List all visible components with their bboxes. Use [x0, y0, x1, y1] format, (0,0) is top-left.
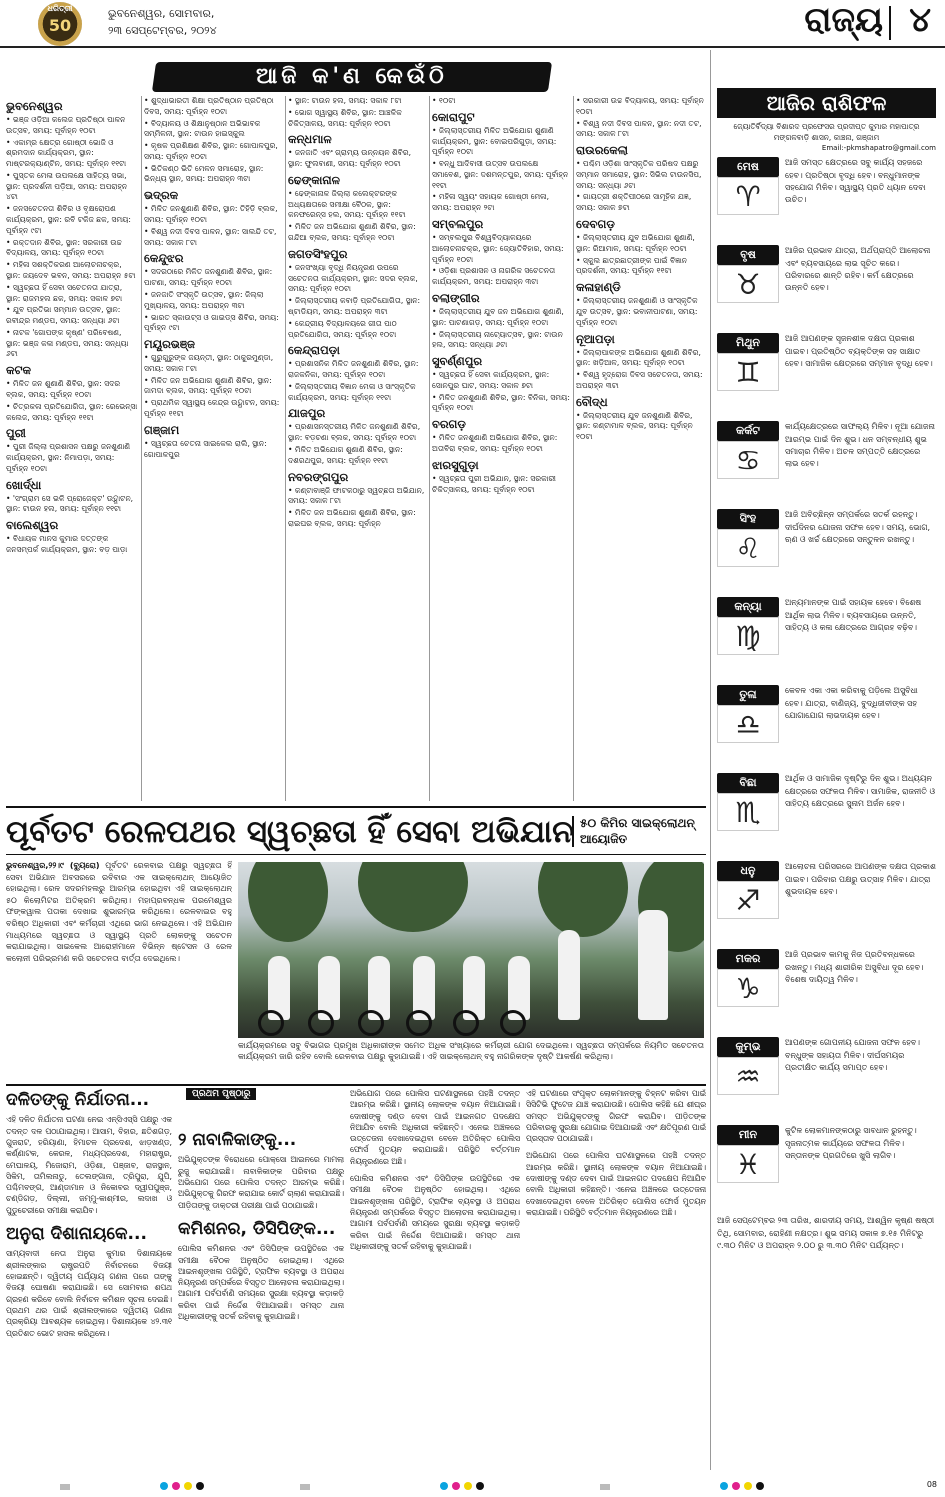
district-heading: ଯାଜପୁର	[288, 406, 326, 421]
story-headline: ୨ ନାବାଳିକାଙ୍କୁ...	[178, 1130, 297, 1150]
horoscope-signs	[717, 157, 936, 1209]
sign-name: କୁମ୍ଭ	[717, 1037, 779, 1057]
sign-name: ବିଛା	[717, 773, 779, 793]
sign-prediction: କୁଟିଳ ଲୋକମାନଙ୍କଠାରୁ ସାବଧାନ ରୁହନ୍ତୁ। ସୃଜନାତ୍ମକ କାର୍ଯ୍ୟରେ ସଫଳତା ମିଳିବ। ସନ୍ତାନଙ୍କ ପ୍ରଗତିରେ ଖୁସି ଲାଗିବ।	[785, 1126, 917, 1160]
sign-name: ତୁଳା	[717, 685, 779, 705]
sign-name: ମକର	[717, 949, 779, 969]
rail-story-body	[6, 860, 232, 1060]
event-item: • ସଦରଠାରେ ମିଳିତ ଜନଶୁଣାଣି ଶିବିର, ସ୍ଥାନ: ପାଟଣା, ସମୟ: ପୂର୍ବାହ୍ନ ୧୦ଟା	[144, 267, 282, 289]
news-column-1	[6, 1088, 172, 1466]
sign-badge	[717, 685, 779, 743]
sign-name: ମେଷ	[717, 157, 779, 177]
masthead-logo	[28, 2, 100, 46]
event-item: • କଣ୍ଟାବାଞ୍ଜି ଫାଟକଠାରୁ ସ୍ୱଚ୍ଛତା ଅଭିଯାନ, ସମୟ: ସକାଳ ୮ଟା	[288, 486, 426, 508]
story-body: ସାମ୍ୟବାଦୀ ନେତା ଅନୁରା କୁମାର ଦିଶାନାୟକେ ଶ୍ରୀଲଙ୍କାର ରାଷ୍ଟ୍ରପତି ନିର୍ବାଚନରେ ବିଜୟୀ ହୋଇଛନ୍ତି। ଦ୍ୱିତୀୟ ପର୍ଯ୍ୟାୟ ଗଣନା ପରେ ତାଙ୍କୁ ବିଜୟୀ ଘୋଷଣା କରାଯାଇଛି। ସେ ସୋମବାର ଶପଥ ଗ୍ରହଣ କରିବେ ବୋଲି ନିର୍ବାଚନ କମିଶନ ସୂଚନା ଦେଇଛି। ପ୍ରଥମ ଥର ପାଇଁ ଶ୍ରୀଲଙ୍କାରେ ଦ୍ୱିତୀୟ ଗଣନା ପ୍ରକ୍ରିୟା ଆବଶ୍ୟକ ହୋଇଥିଲା। ଦିଶାନାୟକେ ୪୨.୩୧ ପ୍ରତିଶତ ଭୋଟ ହାସଲ କରିଥିଲେ।	[6, 1249, 172, 1338]
zodiac-icon: ♋	[717, 441, 779, 479]
events-column-3	[288, 96, 426, 806]
column-rule	[573, 96, 574, 801]
lower-news	[6, 1088, 706, 1466]
sign-prediction: ଅନ୍ୟମାନଙ୍କ ପାଇଁ ସହାୟକ ହେବେ। ବିଶେଷ ଆର୍ଥିକ ଲାଭ ମିଳିବ। ବ୍ୟବସାୟରେ ଉନ୍ନତି, ସାହିତ୍ୟ ଓ କଳା କ୍ଷେତ୍ରରେ ଆଗ୍ରହ ବଢ଼ିବ।	[785, 598, 922, 632]
event-item: • ପ୍ରାଥମିକ ସ୍ୱାସ୍ଥ୍ୟ କେନ୍ଦ୍ର ଉଦ୍ଘାଟନ, ସମୟ: ପୂର୍ବାହ୍ନ ୧୧ଟା	[144, 398, 282, 420]
horoscope-title: ଆଜିର ରାଶିଫଳ	[717, 88, 936, 118]
event-item: • ଗାୟତ୍ରୀ ଶକ୍ତିପୀଠରେ ସାମୂହିକ ଯଜ୍ଞ, ସମୟ: ସକାଳ ୭ଟା	[576, 192, 706, 214]
story-body: ପୋଲିସ କମିଶନର ଏବଂ ଡିସିପିଙ୍କ ଉପସ୍ଥିତିରେ ଏକ ସମୀକ୍ଷା ବୈଠକ ଅନୁଷ୍ଠିତ ହୋଇଥିଲା। ଏଥିରେ ଆଇନଶୃଙ୍ଖଳା ପରିସ୍ଥିତି, ଟ୍ରାଫିକ ବ୍ୟବସ୍ଥା ଓ ଅପରାଧ ନିୟନ୍ତ୍ରଣ ସମ୍ପର୍କରେ ବିସ୍ତୃତ ଆଲୋଚନା କରାଯାଇଥିଲା। ଆଗାମୀ ପର୍ବପର୍ବାଣି ସମୟରେ ସୁରକ୍ଷା ବ୍ୟବସ୍ଥା କଡ଼ାକଡ଼ି କରିବା ପାଇଁ ନିର୍ଦ୍ଦେଶ ଦିଆଯାଇଛି। ସମସ୍ତ ଥାନା ଅଧିକାରୀଙ୍କୁ ସତର୍କ ରହିବାକୁ କୁହାଯାଇଛି।	[350, 1174, 520, 1251]
news-column-3	[350, 1088, 520, 1466]
horoscope-footer: ଆଜି ସେପ୍ଟେମ୍ବର ୨୩ ତାରିଖ, ଶାରଦୀୟ ସମୟ, ଆଶ୍ୱିନ କୃଷ୍ଣ ଷଷ୍ଠୀ ତିଥି, ସୋମବାର, ରୋହିଣୀ ନକ୍ଷତ୍ର। ଶୁଭ ସମୟ ସକାଳ ୭.୧୫ ମିନିଟରୁ ୯.୩୦ ମିନିଟ ଓ ଅପରାହ୍ନ ୨.୦୦ ରୁ ୩.୩୦ ମିନିଟ ପର୍ଯ୍ୟନ୍ତ।	[717, 1216, 935, 1250]
rail-story-continuation: କାର୍ଯ୍ୟକ୍ରମରେ ସବୁ ବିଭାଗର ପ୍ରମୁଖ ଅଧିକାରୀଙ୍କ ସମେତ ଅଧିକ ସଂଖ୍ୟାରେ କର୍ମଚାରୀ ଯୋଗ ଦେଇଥିଲେ। ସ୍ୱଚ୍ଛତା ସମ୍ପର୍କରେ ନିୟମିତ ସଚେତନତା କାର୍ଯ୍ୟକ୍ରମ ଜାରି ରହିବ ବୋଲି ରେଳବାଇ ପକ୍ଷରୁ କୁହାଯାଇଛି। ଏହି ସାଇକ୍ଲୋଥନ୍‌ ବହୁ ନାଗରିକଙ୍କ ଦୃଷ୍ଟି ଆକର୍ଷଣ କରିଥିଲା।	[238, 1041, 704, 1062]
district-heading: କଟକ	[6, 363, 31, 378]
event-item: • ଜିଲ୍ଲାସ୍ତରୀୟ ଯୁବ ଜନଶୁଣାଣି ଶିବିର, ସ୍ଥାନ: କଣ୍ଟାମାଳ ବ୍ଲକ, ସମୟ: ପୂର୍ବାହ୍ନ ୧୦ଟା	[576, 411, 706, 443]
event-item: • ସ୍ୱଚ୍ଛତା ହିଁ ସେବା କାର୍ଯ୍ୟକ୍ରମ, ସ୍ଥାନ: ସୋନପୁର ଘାଟ, ସମୟ: ସକାଳ ୭ଟା	[432, 370, 570, 392]
events-column-2	[144, 96, 282, 806]
district-heading: ଦେବଗଡ଼	[576, 217, 615, 232]
photo-tree	[358, 862, 468, 932]
zodiac-icon: ♎	[717, 705, 779, 743]
sign-prediction: କାର୍ଯ୍ୟକ୍ଷେତ୍ରରେ ସାଫଲ୍ୟ ମିଳିବ। ନୂଆ ଯୋଜନା ଆରମ୍ଭ ପାଇଁ ଦିନ ଶୁଭ। ଧନ ସମ୍ବନ୍ଧୀୟ ଶୁଭ ସମାଚାର ମିଳିବ। ଅଚଳ ସମ୍ପତ୍ତି କ୍ଷେତ୍ରରେ ଲାଭ ହେବ।	[785, 422, 935, 469]
district-heading: ନବରଙ୍ଗପୁର	[288, 469, 349, 484]
sign-prediction: କେବଳ ଏକା ଏକା କରିବାକୁ ପଡ଼ିଲେ ଅସୁବିଧା ହେବ। ଯାତ୍ରା, ବାଣିଜ୍ୟ, ବୁଦ୍ଧିଜୀବୀଙ୍କ ସହ ଯୋଗାଯୋଗ ଲାଭଦାୟକ ହେବ।	[785, 686, 918, 720]
district-heading: ଜଗତସିଂହପୁର	[288, 246, 348, 261]
district-heading: ମୟୂରଭଞ୍ଜ	[144, 337, 195, 352]
section-rule	[6, 1084, 706, 1086]
event-item: • ଗୁରୁଗୁରୁଙ୍କ ଜୟନ୍ତୀ, ସ୍ଥାନ: ଠାକୁରମୁଣ୍ଡା, ସମୟ: ସକାଳ ୮ଟା	[144, 353, 282, 375]
district-heading: ଢେଙ୍କାନାଳ	[288, 172, 340, 187]
sign-badge	[717, 421, 779, 479]
horoscope-sign	[717, 421, 936, 505]
event-item: • ପୁରୀ ଜିଲ୍ଲା ପ୍ରଶାସନ ପକ୍ଷରୁ ଜନଶୁଣାଣି କାର୍ଯ୍ୟକ୍ରମ, ସ୍ଥାନ: ନିମାପଡ଼ା, ସମୟ: ପୂର୍ବାହ୍ନ ୧୦ଟା	[6, 442, 138, 474]
district-heading: କେନ୍ଦୁଝର	[144, 251, 184, 266]
column-rule	[141, 96, 142, 801]
district-heading: ବଲାଙ୍ଗୀର	[432, 290, 480, 305]
sign-badge	[717, 1125, 779, 1183]
sign-name: କନ୍ୟା	[717, 597, 779, 617]
event-item: • ରକ୍ତଦାନ ଶିବିର, ସ୍ଥାନ: ସରକାରୀ ଉଚ୍ଚ ବିଦ୍ୟାଳୟ, ସମୟ: ପୂର୍ବାହ୍ନ ୧୦ଟା	[6, 238, 138, 260]
dateline-place: ଭୁବନେଶ୍ୱର, ସୋମବାର,	[108, 7, 215, 20]
horoscope-sign	[717, 1037, 936, 1121]
event-item: • ଜିଲ୍ଲାପାଳଙ୍କ ଅଭିଯୋଗ ଶୁଣାଣି ଶିବିର, ସ୍ଥାନ: ଖଡ଼ିଆଳ, ସମୟ: ପୂର୍ବାହ୍ନ ୧୦ଟା	[576, 348, 706, 370]
news-column-2	[178, 1088, 344, 1466]
event-item: • ଭିତିକଣ୍ଠ ଭିତି ମେଳନ ସମାରୋହ, ସ୍ଥାନ: ଭିନ୍ଧ୍ୟ ସ୍ଥାନ, ସମୟ: ଅପରାହ୍ନ ୩ଟା	[144, 164, 282, 186]
horoscope-email: Email:-pkmshapatro@gmail.com	[821, 143, 936, 152]
color-bar	[600, 1484, 610, 1490]
photo-wheel	[500, 1010, 526, 1036]
page-number: ୪	[909, 0, 931, 40]
district-heading: ନୂଆପଡ଼ା	[576, 331, 615, 346]
sign-prediction: ଆଜିର ପ୍ରଭାବ ଯାତ୍ରା, ଅର୍ଥପ୍ରାପ୍ତି ଆଲୋଚନା ଏବଂ ବ୍ୟବସାୟରେ ଲାଭ ସୂଚିତ କରେ। ପରିବାରରେ ଶାନ୍ତି ରହିବ। କର୍ମ କ୍ଷେତ୍ରରେ ଉନ୍ନତି ହେବ।	[785, 246, 931, 293]
story-body: ଅଭିଯୋଗ ପରେ ପୋଲିସ ଘଟଣାସ୍ଥଳରେ ପହଞ୍ଚି ତଦନ୍ତ ଆରମ୍ଭ କରିଛି। ସ୍ଥାନୀୟ ଲୋକଙ୍କ ବୟାନ ନିଆଯାଇଛି। ଦୋଷୀଙ୍କୁ ଦଣ୍ଡ ଦେବା ପାଇଁ ଆଇନଗତ ପଦକ୍ଷେପ ନିଆଯିବ ବୋଲି ଅଧିକାରୀ କହିଛନ୍ତି। ଏନେଇ ଅଞ୍ଚଳରେ ଉତ୍ତେଜନା ଦେଖାଦେଇଥିବା ବେଳେ ଅତିରିକ୍ତ ପୋଲିସ ଫୋର୍ସ ମୁତୟନ କରାଯାଇଛି। ପରିସ୍ଥିତି ବର୍ତ୍ତମାନ ନିୟନ୍ତ୍ରଣରେ ଅଛି।	[350, 1089, 520, 1166]
event-item: • କେନ୍ଦ୍ରୀୟ ବିଦ୍ୟାଳୟରେ ଗୀତା ପାଠ ପ୍ରତିଯୋଗିତା, ସମୟ: ପୂର୍ବାହ୍ନ ୧୦ଟା	[288, 319, 426, 341]
page-code: 08	[926, 1480, 937, 1489]
event-item: • ଜିଲ୍ଲାସ୍ତରୀୟ ମିଳିତ ଅଭିଯୋଗ ଶୁଣାଣି କାର୍ଯ୍ୟକ୍ରମ, ସ୍ଥାନ: ବୋଇପରିଗୁଡ଼ା, ସମୟ: ପୂର୍ବାହ୍ନ ୧୦ଟା	[432, 126, 570, 158]
event-item: • ଏକାମ୍ର କ୍ଷେତ୍ର ଗୋଷ୍ଠୀ ଭୋଜି ଓ ଶ୍ରମଦାନ କାର୍ଯ୍ୟକ୍ରମ, ସ୍ଥାନ: ମାଷ୍ଟରକ୍ୟାଣ୍ଟିନ, ସମୟ: ପୂର୍ବାହ୍ନ ୧୧ଟା	[6, 138, 138, 170]
horoscope-sign	[717, 861, 936, 945]
sign-name: ସିଂହ	[717, 509, 779, 529]
events-banner	[152, 62, 552, 92]
rail-dateline: ଭୁବନେଶ୍ୱର,୨୨।୯ (ବ୍ୟୁରୋ)	[6, 861, 100, 870]
horoscope-sign	[717, 157, 936, 241]
color-bar	[300, 1484, 310, 1490]
sign-badge	[717, 157, 779, 215]
photo-official	[558, 930, 580, 1020]
horoscope-sign	[717, 597, 936, 681]
dateline-date: ୨୩ ସେପ୍ଟେମ୍ବର, ୨୦୨୪	[108, 23, 217, 37]
event-item: • ମିଳିତ ଜନ ଅଭିଯୋଗ ଶୁଣାଣି ଶିବିର, ସ୍ଥାନ: ରାଇଘର ବ୍ଲକ, ସମୟ: ପୂର୍ବାହ୍ନ	[288, 508, 426, 530]
event-item: • ସ୍ଥାନ: ଟାଉନ ହଲ, ସମୟ: ସକାଳ ୮ଟା	[288, 96, 426, 107]
news-column-4	[526, 1088, 706, 1466]
photo-wheel	[406, 1010, 432, 1036]
color-bar	[60, 1484, 70, 1490]
story-body: ପୋଲିସ କମିଶନର ଏବଂ ଡିସିପିଙ୍କ ଉପସ୍ଥିତିରେ ଏକ ସମୀକ୍ଷା ବୈଠକ ଅନୁଷ୍ଠିତ ହୋଇଥିଲା। ଏଥିରେ ଆଇନଶୃଙ୍ଖଳା ପରିସ୍ଥିତି, ଟ୍ରାଫିକ ବ୍ୟବସ୍ଥା ଓ ଅପରାଧ ନିୟନ୍ତ୍ରଣ ସମ୍ପର୍କରେ ବିସ୍ତୃତ ଆଲୋଚନା କରାଯାଇଥିଲା। ଆଗାମୀ ପର୍ବପର୍ବାଣି ସମୟରେ ସୁରକ୍ଷା ବ୍ୟବସ୍ଥା କଡ଼ାକଡ଼ି କରିବା ପାଇଁ ନିର୍ଦ୍ଦେଶ ଦିଆଯାଇଛି। ସମସ୍ତ ଥାନା ଅଧିକାରୀଙ୍କୁ ସତର୍କ ରହିବାକୁ କୁହାଯାଇଛି।	[178, 1244, 344, 1322]
sign-prediction: ଆଜି ଅବିଚ୍ଛିନ୍ନ ସମ୍ପର୍କରେ ସତର୍କ ରହନ୍ତୁ। ଦୀର୍ଘଦିନର ଯୋଜନା ସଫଳ ହେବ। ସମୟ, ଭୋଗ, ଋଣ ଓ ଖର୍ଚ୍ଚ କ୍ଷେତ୍ରରେ ସନ୍ତୁଳନ ରଖନ୍ତୁ।	[785, 510, 931, 544]
page-header	[0, 0, 945, 48]
sign-badge	[717, 949, 779, 1007]
event-item: • ମହିଳା ସ୍ୱୟଂ ସହାୟକ ଗୋଷ୍ଠୀ ମେଳା, ସମୟ: ଅପରାହ୍ନ ୨ଟା	[432, 192, 570, 214]
district-heading: ଝାରସୁଗୁଡ଼ା	[432, 457, 479, 472]
event-item: • ମିଳିତ ଜନଶୁଣାଣି ଶିବିର, ସ୍ଥାନ: ତିହିଡ଼ି ବ୍ଲକ, ସମୟ: ପୂର୍ବାହ୍ନ ୧୦ଟା	[144, 204, 282, 226]
event-item: • ସମ୍ବଲପୁର ବିଶ୍ୱବିଦ୍ୟାଳୟରେ ଆଲୋଚନାଚକ୍ର, ସ୍ଥାନ: ଜ୍ୟୋତିବିହାର, ସମୟ: ପୂର୍ବାହ୍ନ ୧୦ଟା	[432, 233, 570, 265]
events-column-1	[6, 96, 138, 806]
zodiac-icon: ♏	[717, 793, 779, 831]
district-heading: ସୁବର୍ଣ୍ଣପୁର	[432, 354, 483, 369]
event-item: • କୃଷକ ପ୍ରଶିକ୍ଷଣ ଶିବିର, ସ୍ଥାନ: ଗୋପାଳପୁର, ସମୟ: ପୂର୍ବାହ୍ନ ୧୦ଟା	[144, 141, 282, 163]
black-dot	[756, 1482, 764, 1490]
zodiac-icon: ♐	[717, 881, 779, 919]
story-body: ଏହି ଘଟଣାରେ ସଂପୃକ୍ତ ଲୋକମାନଙ୍କୁ ଚିହ୍ନଟ କରିବା ପାଇଁ ସିସିଟିଭି ଫୁଟେଜ ଯାଞ୍ଚ କରାଯାଉଛି। ପୋଲିସ କହିଛି ଯେ ଶୀଘ୍ର ସମସ୍ତ ଅଭିଯୁକ୍ତଙ୍କୁ ଗିରଫ କରାଯିବ। ପୀଡ଼ିତଙ୍କ ପରିବାରକୁ ସୁରକ୍ଷା ଯୋଗାଇ ଦିଆଯାଇଛି ଏବଂ କ୍ଷତିପୂରଣ ପାଇଁ ପ୍ରସ୍ତାବ ପଠାଯାଇଛି।	[526, 1089, 706, 1144]
zodiac-icon: ♓	[717, 1145, 779, 1183]
event-item: • ମିଳିତ ଜନଶୁଣାଣି ଶିବିର, ସ୍ଥାନ: ବିନିକା, ସମୟ: ପୂର୍ବାହ୍ନ ୧୦ଟା	[432, 393, 570, 415]
section-rule	[6, 806, 706, 808]
horoscope-sign	[717, 773, 936, 857]
horoscope-sign	[717, 1125, 936, 1209]
events-banner-text: ଆଜି କ'ଣ କେଉଁଠି	[256, 64, 448, 89]
event-item: • ଚିତ୍ରକଳା ପ୍ରତିଯୋଗିତା, ସ୍ଥାନ: ରେଭେନ୍ସା କଲେଜ, ସମୟ: ପୂର୍ବାହ୍ନ ୧୧ଟା	[6, 402, 138, 424]
photo-wheel	[258, 1010, 284, 1036]
zodiac-icon: ♒	[717, 1057, 779, 1095]
event-item: • ଜନସଚେତନତା ଶିବିର ଓ ବୃକ୍ଷରୋପଣ କାର୍ଯ୍ୟକ୍ରମ, ସ୍ଥାନ: ରବି ଟକିଜ ଛକ, ସମୟ: ପୂର୍ବାହ୍ନ ୯ଟା	[6, 204, 138, 236]
event-item: • ପଶ୍ଚିମ ଓଡ଼ିଶା ସାଂସ୍କୃତିକ ପରିଷଦ ପକ୍ଷରୁ ସମ୍ମାନ ସମାରୋହ, ସ୍ଥାନ: ସିଭିଲ ଟାଉନସିପ, ସମୟ: ସନ୍ଧ୍ୟା ୬ଟା	[576, 159, 706, 191]
photo-official	[638, 910, 668, 1020]
black-dot	[476, 1482, 484, 1490]
anniversary-number: 50	[48, 16, 72, 35]
event-item: • ବିଦ୍ୟାଳୟ ଓ ଶିକ୍ଷାନୁଷ୍ଠାନ ଅଭିଭାବକ ସମ୍ମିଳନୀ, ସ୍ଥାନ: ଟାଉନ ହାଇସ୍କୁଲ	[144, 119, 282, 141]
event-item: • ମିଳିତ ଜନ ଅଭିଯୋଗ ଶୁଣାଣି ଶିବିର, ସ୍ଥାନ: ଜାମଦା ବ୍ଲକ, ସମୟ: ପୂର୍ବାହ୍ନ ୧୦ଟା	[144, 376, 282, 398]
events-column-5	[576, 96, 706, 806]
event-item: • ମିଳିତ ଜନ ଅଭିଯୋଗ ଶୁଣାଣି ଶିବିର, ସ୍ଥାନ: ଗନ୍ଦିଆ ବ୍ଲକ, ସମୟ: ପୂର୍ବାହ୍ନ ୧୦ଟା	[288, 222, 426, 244]
cyan-dot	[720, 1482, 728, 1490]
story-body: ଏହି ଦଳିତ ନିର୍ଯାତନା ଘଟଣା ନେଇ ଏନ୍‌ସିଏସ୍‌ସି ପକ୍ଷରୁ ଏକ ତଦନ୍ତ ଦଳ ପଠାଯାଇଥିଲା। ଆସାମ, ବିହାର, ଛତିଶଗଡ଼, ଗୁଜରାଟ, ହରିୟାଣା, ହିମାଚଳ ପ୍ରଦେଶ, ଝାଡ଼ଖଣ୍ଡ, କର୍ଣ୍ଣାଟକ, କେରଳ, ମଧ୍ୟପ୍ରଦେଶ, ମହାରାଷ୍ଟ୍ର, ମେଘାଳୟ, ମିଜୋରାମ, ଓଡ଼ିଶା, ପଞ୍ଜାବ, ରାଜସ୍ଥାନ, ସିକିମ, ତାମିଲନାଡୁ, ତେଲଙ୍ଗାନା, ତ୍ରିପୁରା, ଯୁପି, ପଶ୍ଚିମବଙ୍ଗ, ଆଣ୍ଡାମାନ ଓ ନିକୋବର ଦ୍ୱୀପପୁଞ୍ଜ, ଚଣ୍ଡିଗଡ଼, ଦିଲ୍ଲୀ, ଜମ୍ମୁ-କାଶ୍ମୀର, ଲଦାଖ ଓ ପୁଡୁଚେରୀରେ ସମୀକ୍ଷା କରାଯିବ।	[6, 1115, 172, 1215]
continued-tag: ପ୍ରଥମ ପୃଷ୍ଠାରୁ	[186, 1088, 256, 1100]
event-item: • ବିଶ୍ୱ ହୃଦ୍‌ରୋଗ ଦିବସ ସଚେତନତା, ସମୟ: ଅପରାହ୍ନ ୩ଟା	[576, 370, 706, 392]
event-item: • ସ୍ୱଚ୍ଛତା ହିଁ ସେବା ସଚେତନତା ଯାତ୍ରା, ସ୍ଥାନ: ରାଜମହଲ ଛକ, ସମୟ: ସକାଳ ୭ଟା	[6, 283, 138, 305]
yellow-dot	[184, 1482, 192, 1490]
zodiac-icon: ♑	[717, 969, 779, 1007]
sign-badge	[717, 509, 779, 567]
sign-name: ମୀନ	[717, 1125, 779, 1145]
horoscope-sign	[717, 245, 936, 329]
magenta-dot	[172, 1482, 180, 1490]
sign-badge	[717, 773, 779, 831]
district-heading: ବୌଦ୍ଧ	[576, 394, 608, 409]
sign-name: ମିଥୁନ	[717, 333, 779, 353]
event-item: • ଶୁଦ୍ଧାଭାରତୀ ଶିକ୍ଷା ପ୍ରତିଷ୍ଠାନ ପ୍ରତିଷ୍ଠା ଦିବସ, ସମୟ: ପୂର୍ବାହ୍ନ ୧୦ଟା	[144, 96, 282, 118]
district-heading: ବାଲେଶ୍ୱର	[6, 518, 59, 533]
photo-wheel	[358, 1010, 384, 1036]
story-headline: ଦଳିତଙ୍କୁ ନିର୍ଯାତନା...	[6, 1090, 150, 1110]
sign-name: ବୃଷ	[717, 245, 779, 265]
zodiac-icon: ♌	[717, 529, 779, 567]
story-headline: ଅନୁରା ଦିଶାନାୟକେ...	[6, 1224, 147, 1245]
column-rule	[429, 96, 430, 801]
events-column-4	[432, 96, 570, 806]
cyan-dot	[160, 1482, 168, 1490]
zodiac-icon: ♊	[717, 353, 779, 391]
sign-prediction: ଆଜି ସମସ୍ତ କ୍ଷେତ୍ରରେ ସବୁ କାର୍ଯ୍ୟ ସହଜରେ ହେବ। ପ୍ରତିଷ୍ଠା ବୃଦ୍ଧି ହେବ। ବନ୍ଧୁମାନଙ୍କ ସହଯୋଗ ମିଳିବ। ସ୍ୱାସ୍ଥ୍ୟ ପ୍ରତି ଧ୍ୟାନ ଦେବା ଉଚିତ।	[785, 158, 926, 205]
sign-badge	[717, 1037, 779, 1095]
horoscope-sign	[717, 509, 936, 593]
zodiac-icon: ♍	[717, 617, 779, 655]
sign-name: ଧନୁ	[717, 861, 779, 881]
horoscope-sign	[717, 333, 936, 417]
print-marks	[0, 1478, 945, 1497]
section-rule	[6, 854, 706, 855]
event-item: • ଭଞ୍ଜ ଓଡ଼ିଆ କଲେଜ ପ୍ରତିଷ୍ଠା ପାଳନ ଉତ୍ସବ, ସମୟ: ପୂର୍ବାହ୍ନ ୧୦ଟା	[6, 115, 138, 137]
event-item: • ଜିଲ୍ଲାସ୍ତରୀୟ ଯୁବ ଅଭିଯୋଗ ଶୁଣାଣି, ସ୍ଥାନ: ରିଆମାଳ, ସମୟ: ପୂର୍ବାହ୍ନ ୧୦ଟା	[576, 233, 706, 255]
event-item: • ସ୍ୱଚ୍ଛତା ଚେତନା ସାଇକେଲ ରାଲି, ସ୍ଥାନ: ଗୋପାଳପୁର	[144, 439, 282, 461]
district-heading: ରାଉରକେଲା	[576, 143, 628, 158]
district-heading: କେନ୍ଦ୍ରାପଡ଼ା	[288, 343, 340, 358]
sign-badge	[717, 333, 779, 391]
district-heading: ଗଞ୍ଜାମ	[144, 422, 180, 437]
district-heading: ଭଦ୍ରକ	[144, 188, 179, 203]
photo-wheel	[453, 1010, 479, 1036]
story-body: ଅଭିଯୋଗ ପରେ ପୋଲିସ ଘଟଣାସ୍ଥଳରେ ପହଞ୍ଚି ତଦନ୍ତ ଆରମ୍ଭ କରିଛି। ସ୍ଥାନୀୟ ଲୋକଙ୍କ ବୟାନ ନିଆଯାଇଛି। ଦୋଷୀଙ୍କୁ ଦଣ୍ଡ ଦେବା ପାଇଁ ଆଇନଗତ ପଦକ୍ଷେପ ନିଆଯିବ ବୋଲି ଅଧିକାରୀ କହିଛନ୍ତି। ଏନେଇ ଅଞ୍ଚଳରେ ଉତ୍ତେଜନା ଦେଖାଦେଇଥିବା ବେଳେ ଅତିରିକ୍ତ ପୋଲିସ ଫୋର୍ସ ମୁତୟନ କରାଯାଇଛି। ପରିସ୍ଥିତି ବର୍ତ୍ତମାନ ନିୟନ୍ତ୍ରଣରେ ଅଛି।	[526, 1151, 706, 1217]
event-item: • ବନ୍ଧୁ ଆଦିବାସୀ ଉତ୍ସବ ଉପଲକ୍ଷେ ସମାବେଶ, ସ୍ଥାନ: ଦଶମନ୍ତପୁର, ସମୟ: ପୂର୍ବାହ୍ନ ୧୧ଟା	[432, 159, 570, 191]
events-listing	[6, 96, 706, 796]
dateline	[108, 6, 217, 39]
sign-prediction: ଆଜି ଆପଣଙ୍କ ସୃଜନଶୀଳ ଦକ୍ଷତା ପ୍ରକାଶ ପାଇବ। ପ୍ରତିଷ୍ଠିତ ବ୍ୟକ୍ତିଙ୍କ ସହ ସାକ୍ଷାତ ହେବ। ସାମାଜିକ କ୍ଷେତ୍ରରେ ସମ୍ମାନ ବୃଦ୍ଧି ହେବ।	[785, 334, 933, 368]
section-title: ରାଜ୍ୟ	[804, 0, 883, 40]
event-item: • ମହିଳା ସଶକ୍ତିକରଣ ଆଲୋଚନାଚକ୍ର, ସ୍ଥାନ: ଜୟଦେବ ଭବନ, ସମୟ: ଅପରାହ୍ନ ୫ଟା	[6, 260, 138, 282]
sign-prediction: ଆର୍ଥିକ ଓ ସାମାଜିକ ଦୃଷ୍ଟିରୁ ଦିନ ଶୁଭ। ଅଧ୍ୟୟନ କ୍ଷେତ୍ରରେ ସଫଳତା ମିଳିବ। ସାମାଜିକ, ରାଜନୀତି ଓ ସାହିତ୍ୟ କ୍ଷେତ୍ରରେ ସୁନାମ ଅର୍ଜନ ହେବ।	[785, 774, 936, 808]
event-item: • ବିଶ୍ୱ ନଦୀ ଦିବସ ପାଳନ, ସ୍ଥାନ: ନଦୀ ତଟ, ସମୟ: ସକାଳ ୮ଟା	[576, 119, 706, 141]
event-item: • ବିଧାୟକ ମାନସ କୁମାର ଦତ୍ତଙ୍କ ଜନସମ୍ପର୍କ କାର୍ଯ୍ୟକ୍ରମ, ସ୍ଥାନ: ବଡ଼ ପାଡ଼ା	[6, 534, 138, 556]
event-item: • ବିଶ୍ୱ ନଦୀ ଦିବସ ପାଳନ, ସ୍ଥାନ: ସାଲନ୍ଦି ତଟ, ସମୟ: ସକାଳ ୮ଟା	[144, 227, 282, 249]
column-rule	[710, 50, 711, 1470]
rail-headline: ପୂର୍ବତଟ ରେଳପଥର ସ୍ୱଚ୍ଛତା ହିଁ ସେବା ଅଭିଯାନ	[6, 814, 574, 850]
event-item: • ଜନଜାତି ସଂସ୍କୃତି ଉତ୍ସବ, ସ୍ଥାନ: ଜିଲ୍ଲା ମୁଖ୍ୟାଳୟ, ସମୟ: ଅପରାହ୍ନ ୩ଟା	[144, 290, 282, 312]
sign-prediction: ଆଲୋଚନା ପରିସରରେ ଆପଣଙ୍କ ଦକ୍ଷତା ପ୍ରକାଶ ପାଇବ। ପରିବାର ପକ୍ଷରୁ ଉତ୍ସାହ ମିଳିବ। ଯାତ୍ରା ଶୁଭଦାୟକ ହେବ।	[785, 862, 936, 896]
rail-subheadline: ୫୦ କିମିର ସାଇକ୍ଲୋଥନ୍‌ ଆୟୋଜିତ	[572, 816, 702, 847]
event-item: • ଜିଲ୍ଲାସ୍ତରୀୟ ଜନଶୁଣାଣି ଓ ସାଂସ୍କୃତିକ ଯୁବ ଉତ୍ସବ, ସ୍ଥାନ: ଭବାନୀପାଟଣା, ସମୟ: ପୂର୍ବାହ୍ନ ୧୦ଟା	[576, 296, 706, 328]
magenta-dot	[732, 1482, 740, 1490]
event-item: • ଜିଲ୍ଲାସ୍ତରୀୟ ଯୁବ ଜନ ଅଭିଯୋଗ ଶୁଣାଣି, ସ୍ଥାନ: ପାଟଣାଗଡ଼, ସମୟ: ପୂର୍ବାହ୍ନ ୧୦ଟା	[432, 307, 570, 329]
masthead-name: ଧରିତ୍ରୀ	[47, 4, 73, 13]
sign-prediction: ଆପଣଙ୍କ ଗୋପନୀୟ ଯୋଜନା ସଫଳ ହେବ। ବନ୍ଧୁଙ୍କ ସହାୟତା ମିଳିବ। ଦୀର୍ଘସମୟର ପ୍ରତୀକ୍ଷିତ କାର୍ଯ୍ୟ ସମାପ୍ତ ହେବ।	[785, 1038, 920, 1072]
district-heading: କୋରାପୁଟ	[432, 109, 475, 124]
event-item: • ସ୍ୱଚ୍ଛତା ପୁରୀ ଅଭିଯାନ, ସ୍ଥାନ: ସରକାରୀ ଚିକିତ୍ସାଳୟ, ସମୟ: ପୂର୍ବାହ୍ନ ୧୦ଟା	[432, 474, 570, 496]
event-item: • ପ୍ରଶାସନିକ ମିଳିତ ଜନଶୁଣାଣି ଶିବିର, ସ୍ଥାନ: ରାଜକନିକା, ସମୟ: ପୂର୍ବାହ୍ନ ୧୦ଟା	[288, 359, 426, 381]
photo-wheel	[308, 1010, 334, 1036]
photo-tree	[248, 862, 328, 942]
sign-badge	[717, 245, 779, 303]
event-item: • ସ୍କୁଲ ଛାତ୍ରଛାତ୍ରୀଙ୍କ ପାଇଁ ବିଜ୍ଞାନ ପ୍ରଦର୍ଶନୀ, ସମୟ: ପୂର୍ବାହ୍ନ ୧୧ଟା	[576, 256, 706, 278]
zodiac-icon: ♈	[717, 177, 779, 215]
cyan-dot	[440, 1482, 448, 1490]
horoscope-sign	[717, 685, 936, 769]
yellow-dot	[744, 1482, 752, 1490]
horoscope-panel	[717, 88, 936, 1458]
sign-badge	[717, 597, 779, 655]
black-dot	[196, 1482, 204, 1490]
district-heading: ବରଗଡ଼	[432, 417, 466, 432]
magenta-dot	[452, 1482, 460, 1490]
section-divider	[889, 6, 891, 40]
district-heading: କନ୍ଧମାଳ	[288, 132, 332, 147]
horoscope-author: ଜ୍ୟୋତିର୍ବିଦ୍ୟା ବିଶାରଦ ପ୍ରଫେସର ପ୍ରଦୀପ୍ତ କୁମାର ମହାପାତ୍ର ମଙ୍ଗଳବାଡ଼ି ଶାସନ, କାଞ୍ଚନା, ଗଞ୍ଜାମ	[733, 122, 920, 142]
event-item: • ନାଟକ 'ଗୋପଙ୍କ କୃଷ୍ଣ' ପରିବେଷଣ, ସ୍ଥାନ: ଭଞ୍ଜ କଳା ମଣ୍ଡପ, ସମୟ: ସନ୍ଧ୍ୟା ୬ଟା	[6, 328, 138, 360]
event-item: • ଜିଲ୍ଲାସ୍ତରୀୟ ବିଜ୍ଞାନ ମେଳା ଓ ସାଂସ୍କୃତିକ କାର୍ଯ୍ୟକ୍ରମ, ସମୟ: ପୂର୍ବାହ୍ନ ୧୧ଟା	[288, 382, 426, 404]
column-rule	[285, 96, 286, 801]
event-item: • ଭାରତ ସ୍କାଉଟ୍ସ ଓ ଗାଇଡ୍ସ ଶିବିର, ସମୟ: ପୂର୍ବାହ୍ନ ୯ଟା	[144, 313, 282, 335]
district-heading: ଖୋର୍ଦ୍ଧା	[6, 477, 42, 492]
event-item: • ଜିଲ୍ଲାସ୍ତରୀୟ ନାଟ୍ୟୋତ୍ସବ, ସ୍ଥାନ: ଟାଉନ ହଲ, ସମୟ: ସନ୍ଧ୍ୟା ୬ଟା	[432, 330, 570, 352]
story-body: ଅଭିଯୁକ୍ତଙ୍କ ବିରୋଧରେ ପୋକ୍ସୋ ଆଇନରେ ମାମଲା ରୁଜୁ କରାଯାଇଛି। ନାବାଳିକାଙ୍କ ପରିବାର ପକ୍ଷରୁ ଅଭିଯୋଗ ପରେ ପୋଲିସ ତଦନ୍ତ ଆରମ୍ଭ କରିଛି। ଅଭିଯୁକ୍ତକୁ ଗିରଫ କରାଯାଇ କୋର୍ଟ ଚାଲାଣ କରାଯାଇଛି। ପୀଡ଼ିତାଙ୍କୁ ଡାକ୍ତରୀ ପରୀକ୍ଷା ପାଇଁ ପଠାଯାଇଛି।	[178, 1155, 344, 1210]
story-headline: କମିଶନର, ଡିସିପିଙ୍କ...	[178, 1218, 336, 1239]
zodiac-icon: ♉	[717, 265, 779, 303]
event-item: • ଯୁବ ପ୍ରତିଭା ସମ୍ମାନ ଉତ୍ସବ, ସ୍ଥାନ: ରବୀନ୍ଦ୍ର ମଣ୍ଡପ, ସମୟ: ସନ୍ଧ୍ୟା ୬ଟା	[6, 305, 138, 327]
yellow-dot	[464, 1482, 472, 1490]
event-item: • ଢେଙ୍କାନାଳ ଜିଲ୍ଲା କଲେକ୍ଟରଙ୍କ ଅଧ୍ୟକ୍ଷତାରେ ସମୀକ୍ଷା ବୈଠକ, ସ୍ଥାନ: କନଫରେନ୍ସ ହଲ, ସମୟ: ପୂର୍ବାହ୍ନ ୧୧ଟା	[288, 189, 426, 221]
district-heading: ସମ୍ବଲପୁର	[432, 217, 484, 232]
cyclothon-photo	[238, 862, 704, 1038]
event-item: • ୧୦ଟା	[432, 96, 570, 107]
event-item: • ପ୍ରଶାସନସ୍ତରୀୟ ମିଳିତ ଜନଶୁଣାଣି ଶିବିର, ସ୍ଥାନ: ବଡ଼ଚଣା ବ୍ଲକ, ସମୟ: ପୂର୍ବାହ୍ନ ୧୦ଟା	[288, 422, 426, 444]
event-item: • ସରକାରୀ ଉଚ୍ଚ ବିଦ୍ୟାଳୟ, ସମୟ: ପୂର୍ବାହ୍ନ ୧୦ଟା	[576, 96, 706, 118]
event-item: • ପୁସ୍ତକ ମେଳା ଉପଲକ୍ଷେ ସାହିତ୍ୟ ସଭା, ସ୍ଥାନ: ପ୍ରଦର୍ଶନୀ ପଡ଼ିଆ, ସମୟ: ଅପରାହ୍ନ ୪ଟା	[6, 171, 138, 203]
event-item: • 'ସଂଗ୍ରାମ ସେ ଭଳି ପ୍ରୋଜେକ୍ଟ' ଉଦ୍ଘାଟନ, ସ୍ଥାନ: ଟାଉନ ହଲ, ସମୟ: ପୂର୍ବାହ୍ନ ୧୧ଟା	[6, 494, 138, 516]
district-heading: କଳାହାଣ୍ଡି	[576, 280, 621, 295]
photo-tree	[538, 862, 628, 937]
event-item: • ଜନଜାତି ଏବଂ ଗ୍ରାମ୍ୟ ଉନ୍ନୟନ ଶିବିର, ସ୍ଥାନ: ଫୁଲବାଣୀ, ସମୟ: ପୂର୍ବାହ୍ନ ୧୦ଟା	[288, 148, 426, 170]
event-item: • ମିଳିତ ଅଭିଯୋଗ ଶୁଣାଣି ଶିବିର, ସ୍ଥାନ: ଦଶରଥପୁର, ସମୟ: ପୂର୍ବାହ୍ନ ୧୧ଟା	[288, 445, 426, 467]
rail-text: ପୂର୍ବତଟ ରେଳବାଇ ପକ୍ଷରୁ ସ୍ୱଚ୍ଛତା ହିଁ ସେବା ଅଭିଯାନ ଅବସରରେ ରବିବାର ଏକ ସାଇକ୍ଲୋଥନ୍‌ ଆୟୋଜିତ ହୋଇଥିଲା। ରେଳ ସଦରମହଲରୁ ଆରମ୍ଭ ହୋଇଥିବା ଏହି ସାଇକ୍ଲୋଥନ୍‌ ୫୦ କିଲୋମିଟର ଅତିକ୍ରମ କରିଥିଲା। ମହାପ୍ରବନ୍ଧକ ପରମେଶ୍ୱର ଫଙ୍କୱାଲ ପତାକା ଦେଖାଇ ଶୁଭାରମ୍ଭ କରିଥିଲେ। ରେଳବାଇର ବହୁ ବରିଷ୍ଠ ଅଧିକାରୀ ଏବଂ କର୍ମଚାରୀ ଏଥିରେ ଭାଗ ନେଇଥିଲେ। ଏହି ଅଭିଯାନ ମାଧ୍ୟମରେ ସ୍ୱଚ୍ଛତା ଓ ସ୍ୱାସ୍ଥ୍ୟ ପ୍ରତି ଲୋକଙ୍କୁ ସଚେତନ କରାଯାଇଥିଲା। ସାଇକେଲ ଆରୋହୀମାନେ ବିଭିନ୍ନ ଷ୍ଟେସନ ଓ ରେଳ କଲୋନୀ ପରିଭ୍ରମଣ କରି ସଚେତନତା ବାର୍ତ୍ତା ଦେଇଥିଲେ।	[6, 861, 232, 963]
event-item: • ଜନସଂଖ୍ୟା ବୃଦ୍ଧି ନିୟନ୍ତ୍ରଣ ଉପରେ ସଚେତନତା କାର୍ଯ୍ୟକ୍ରମ, ସ୍ଥାନ: ସଦର ବ୍ଲକ, ସମୟ: ପୂର୍ବାହ୍ନ ୧୦ଟା	[288, 263, 426, 295]
district-heading: ପୁରୀ	[6, 426, 26, 441]
sign-prediction: ଆଜି ପ୍ରଭାବ କାମକୁ ନିଜ ପ୍ରତିବନ୍ଧକରେ ରଖନ୍ତୁ। ମଧ୍ୟ ଶାରୀରିକ ଅସୁବିଧା ଦୂର ହେବ। ବିଶେଷ ଦାୟିତ୍ୱ ମିଳିବ।	[785, 950, 924, 984]
horoscope-sign	[717, 949, 936, 1033]
event-item: • ଓଡ଼ିଶା ପ୍ରଶାସନ ଓ ନାଗରିକ ସଚେତନତା କାର୍ଯ୍ୟକ୍ରମ, ସମୟ: ଅପରାହ୍ନ ୩ଟା	[432, 266, 570, 288]
event-item: • ମିଳିତ ଜନଶୁଣାଣି ଅଭିଯୋଗ ଶିବିର, ସ୍ଥାନ: ଅତାବିରା ବ୍ଲକ, ସମୟ: ପୂର୍ବାହ୍ନ ୧୦ଟା	[432, 433, 570, 455]
event-item: • ମିଳିତ ଜନ ଶୁଣାଣି ଶିବିର, ସ୍ଥାନ: ସଦର ବ୍ଲକ, ସମୟ: ପୂର୍ବାହ୍ନ ୧୦ଟା	[6, 379, 138, 401]
event-item: • ଜିଲ୍ଲାସ୍ତରୀୟ କବାଡ଼ି ପ୍ରତିଯୋଗିତା, ସ୍ଥାନ: ଷ୍ଟାଡିୟମ, ସମୟ: ଅପରାହ୍ନ ୩ଟା	[288, 296, 426, 318]
district-heading: ଭୁବନେଶ୍ୱର	[6, 99, 63, 113]
event-item: • ଭୋଗ ସ୍ୱାସ୍ଥ୍ୟ ଶିବିର, ସ୍ଥାନ: ଆଞ୍ଚଳିକ ଚିକିତ୍ସାଳୟ, ସମୟ: ପୂର୍ବାହ୍ନ ୧୦ଟା	[288, 108, 426, 130]
sign-badge	[717, 861, 779, 919]
sign-name: କର୍କଟ	[717, 421, 779, 441]
